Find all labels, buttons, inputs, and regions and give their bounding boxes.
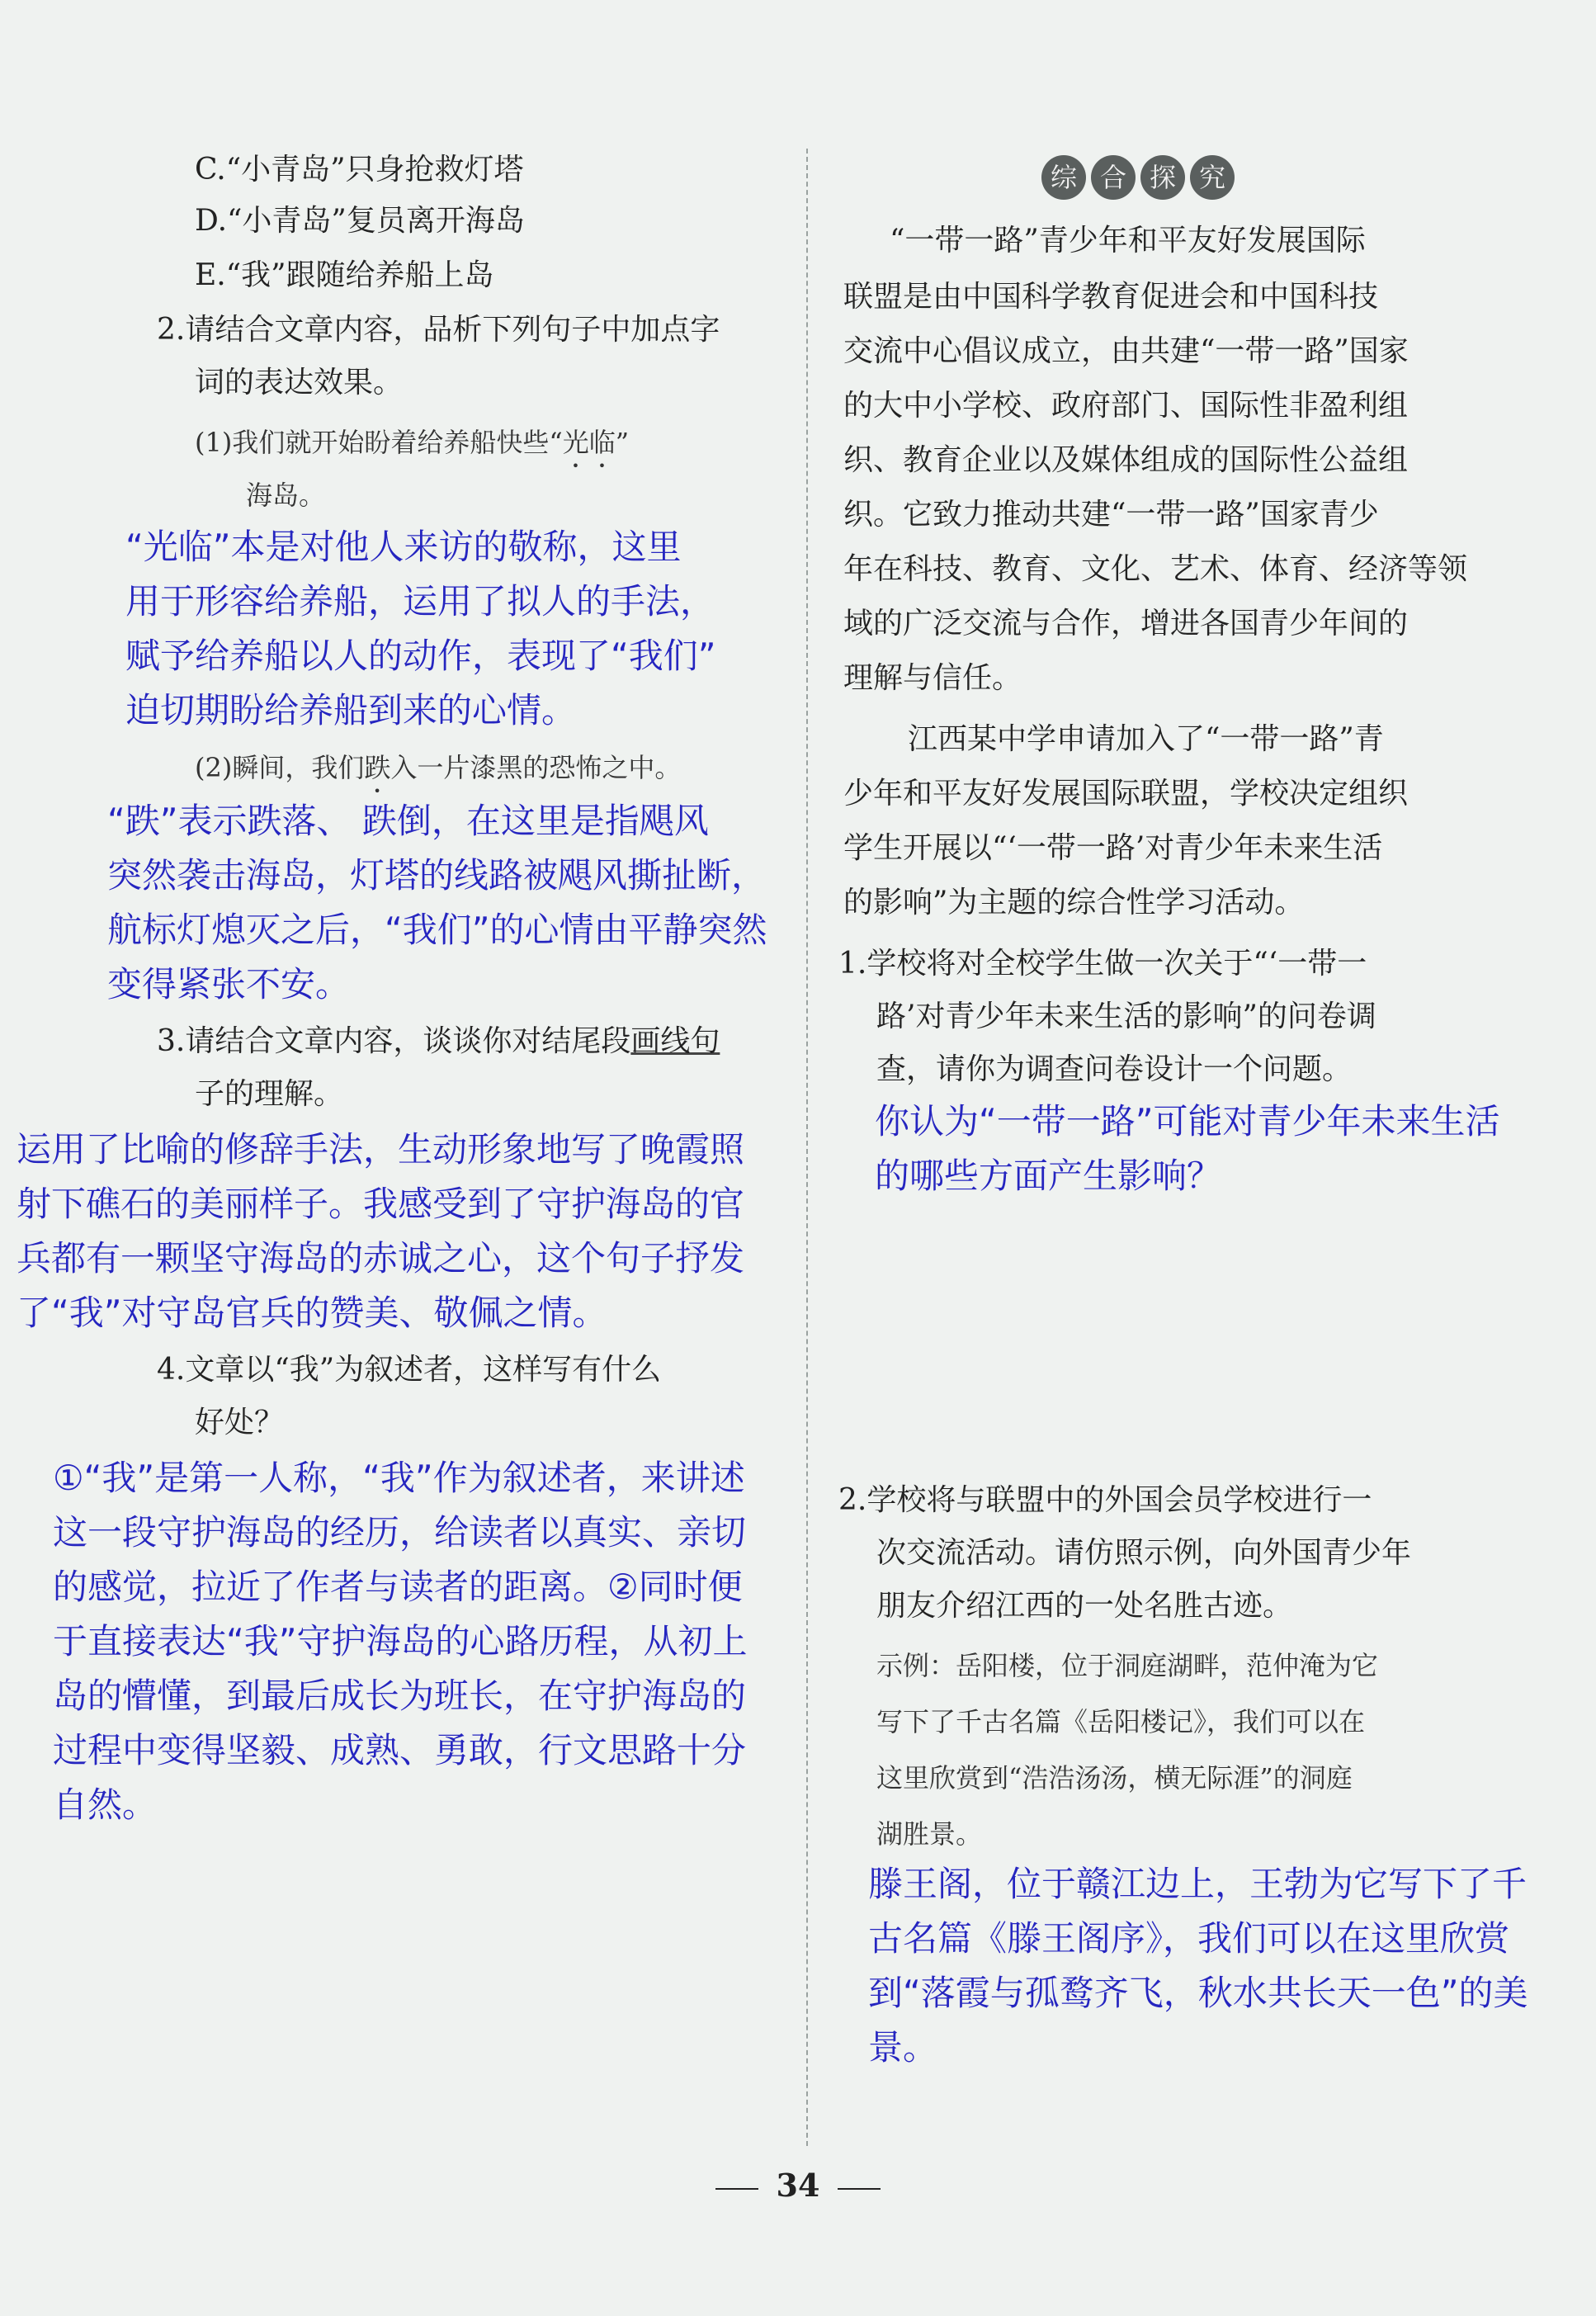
answer-q4-line-1: ①“我”是第一人称，“我”作为叙述者，来讲述 [53,1458,745,1498]
title-char-2: 合 [1091,155,1136,200]
answer-q2-2-line-3: 航标灯熄灭之后，“我们”的心情由平静突然 [107,910,767,950]
answer-q2-2-line-4: 变得紧张不安。 [107,964,351,1004]
title-char-3: 探 [1140,155,1185,200]
q2-sentence-2: (2)瞬间，我们跌入一片漆黑的恐怖之中。 [195,752,682,783]
question-r2-line-3: 朋友介绍江西的一处名胜古迹。 [876,1589,1293,1623]
dotted-word-guanglin: 光临 [562,427,616,458]
option-c: C.“小青岛”只身抢救灯塔 [195,153,524,187]
answer-r2-line-4: 景。 [868,2027,938,2068]
answer-q4-line-6: 过程中变得坚毅、成熟、勇敢，行文思路十分 [53,1730,747,1770]
answer-q2-2-line-2: 突然袭击海岛，灯塔的线路被飓风撕扯断， [107,855,767,896]
column-divider [806,149,808,2146]
answer-q4-line-4: 于直接表达“我”守护海岛的心路历程，从初上 [53,1621,748,1661]
question-3-line-2: 子的理解。 [195,1077,344,1111]
option-e: E.“我”跟随给养船上岛 [195,258,494,292]
question-2-line-1: 2.请结合文章内容，品析下列句子中加点字 [157,313,720,347]
section-title-badge [1041,155,1235,200]
q2-sentence-1-cont: 海岛。 [246,480,326,511]
answer-q2-1-line-1: “光临”本是对他人来访的敬称，这里 [125,527,682,567]
question-4-line-1: 4.文章以“我”为叙述者，这样写有什么 [157,1353,662,1387]
answer-r2-line-3: 到“落霞与孤鹜齐飞，秋水共长天一色”的美 [868,1973,1528,2013]
option-d: D.“小青岛”复员离开海岛 [195,204,525,238]
answer-q3-line-2: 射下礁石的美丽样子。我感受到了守护海岛的官 [17,1184,745,1224]
intro-1-line-5: 织、教育企业以及媒体组成的国际性公益组 [843,443,1409,477]
intro-1-line-6: 织。它致力推动共建“一带一路”国家青少 [843,498,1379,532]
answer-q3-line-4: 了“我”对守岛官兵的赞美、敬佩之情。 [17,1293,607,1333]
question-4-line-2: 好处？ [195,1406,285,1439]
page-number: 34 [0,2167,1596,2204]
intro-1-line-2: 联盟是由中国科学教育促进会和中国科技 [843,280,1379,314]
q2-sentence-1: (1)我们就开始盼着给养船快些“光临” [195,427,630,458]
answer-q2-1-line-2: 用于形容给养船，运用了拟人的手法， [125,581,715,622]
example-line-3: 这里欣赏到“浩浩汤汤，横无际涯”的洞庭 [876,1762,1353,1794]
intro-1-line-9: 理解与信任。 [843,661,1022,695]
intro-2-line-4: 的影响”为主题的综合性学习活动。 [843,886,1305,919]
answer-r1-line-2: 的哪些方面产生影响？ [875,1156,1222,1196]
answer-r2-line-2: 古名篇《滕王阁序》，我们可以在这里欣赏 [868,1918,1510,1959]
question-r2-line-2: 次交流活动。请仿照示例，向外国青少年 [876,1536,1412,1570]
answer-q4-line-7: 自然。 [53,1784,158,1825]
intro-1-line-1: “一带一路”青少年和平友好发展国际 [890,224,1366,258]
intro-2-line-1: 江西某中学申请加入了“一带一路”青 [908,722,1384,756]
intro-2-line-2: 少年和平友好发展国际联盟，学校决定组织 [843,777,1409,811]
example-line-2: 写下了千古名篇《岳阳楼记》，我们可以在 [876,1706,1366,1737]
answer-q2-1-line-3: 赋予给养船以人的动作，表现了“我们” [125,636,716,676]
answer-r2-line-1: 滕王阁，位于赣江边上，王勃为它写下了千 [868,1864,1528,1904]
dotted-word-die: 跌 [364,752,391,783]
title-char-4: 究 [1190,155,1235,200]
question-3-line-1: 3.请结合文章内容，谈谈你对结尾段画线句 [157,1024,720,1058]
answer-r1-line-1: 你认为“一带一路”可能对青少年未来生活 [875,1101,1500,1141]
question-r1-line-3: 查，请你为调查问卷设计一个问题。 [876,1052,1353,1086]
dash-right [838,2188,881,2190]
answer-q4-line-2: 这一段守护海岛的经历，给读者以真实、亲切 [53,1512,747,1553]
answer-q4-line-5: 岛的懵懂，到最后成长为班长，在守护海岛的 [53,1676,747,1716]
answer-q2-1-line-4: 迫切期盼给养船到来的心情。 [125,690,577,730]
answer-q3-line-3: 兵都有一颗坚守海岛的赤诚之心，这个句子抒发 [17,1238,745,1279]
question-r1-line-1: 1.学校将对全校学生做一次关于“‘一带一 [838,947,1367,981]
question-r1-line-2: 路’对青少年未来生活的影响”的问卷调 [876,1000,1376,1033]
intro-2-line-3: 学生开展以“‘一带一路’对青少年未来生活 [843,831,1383,865]
question-2-line-2: 词的表达效果。 [195,366,404,399]
question-r2-line-1: 2.学校将与联盟中的外国会员学校进行一 [838,1483,1372,1517]
dash-left [715,2188,758,2190]
intro-1-line-3: 交流中心倡议成立，由共建“一带一路”国家 [843,334,1409,368]
intro-1-line-7: 年在科技、教育、文化、艺术、体育、经济等领 [843,552,1468,586]
title-char-1: 综 [1041,155,1086,200]
example-line-4: 湖胜景。 [876,1818,983,1850]
intro-1-line-4: 的大中小学校、政府部门、国际性非盈利组 [843,389,1409,423]
intro-1-line-8: 域的广泛交流与合作，增进各国青少年间的 [843,607,1409,640]
example-line-1: 示例：岳阳楼，位于洞庭湖畔，范仲淹为它 [876,1650,1379,1681]
answer-q3-line-1: 运用了比喻的修辞手法，生动形象地写了晚霞照 [17,1129,745,1170]
answer-q4-line-3: 的感觉，拉近了作者与读者的距离。②同时便 [53,1567,743,1607]
answer-q2-2-line-1: “跌”表示跌落、 跌倒，在这里是指飓风 [107,801,709,841]
